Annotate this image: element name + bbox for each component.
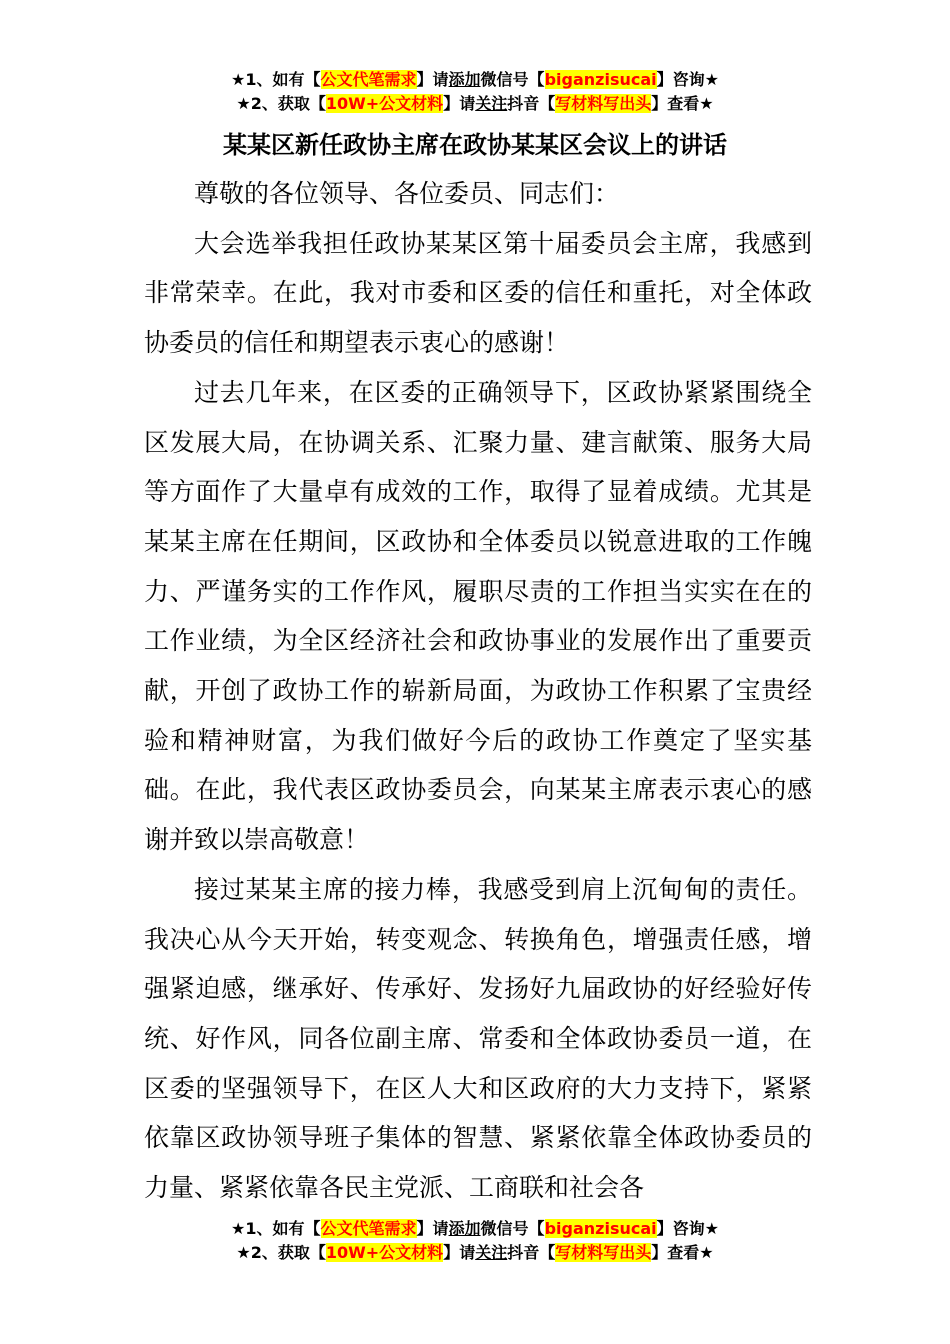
ad-underlined-text: 关注 [475, 94, 508, 113]
ad-highlight: 写材料写出头 [555, 1243, 652, 1262]
ad-text: 抖音【 [507, 94, 556, 113]
ad-text: 】请 [416, 70, 449, 89]
ad-text: 】查看★ [651, 94, 714, 113]
ad-text: 】请 [416, 1219, 449, 1238]
ad-highlight: biganzisucai [544, 70, 657, 89]
ad-text: 】请 [443, 1243, 476, 1262]
ad-text: 】请 [443, 94, 476, 113]
header-ad [0, 68, 950, 116]
ad-text: ★2、获取【 [236, 1243, 326, 1262]
ad-text: 抖音【 [507, 1243, 556, 1262]
ad-highlight: 写材料写出头 [555, 94, 652, 113]
ad-line-1 [0, 1217, 950, 1241]
body-paragraph: 大会选举我担任政协某某区第十届委员会主席，我感到非常荣幸。在此，我对市委和区委的信任和重托，对全体政协委员的信任和期望表示衷心的感谢！ [144, 228, 812, 358]
ad-underlined-text: 添加 [448, 1219, 481, 1238]
ad-text: ★1、如有【 [231, 1219, 321, 1238]
salutation-paragraph: 尊敬的各位领导、各位委员、同志们： [194, 179, 620, 208]
ad-text: 微信号【 [480, 70, 545, 89]
ad-text: 微信号【 [480, 1219, 545, 1238]
ad-line-1 [0, 68, 950, 92]
ad-highlight: 10W+公文材料 [325, 94, 444, 113]
ad-highlight: 公文代笔需求 [320, 70, 417, 89]
ad-underlined-text: 关注 [475, 1243, 508, 1262]
document-body [144, 169, 812, 1213]
ad-text: ★2、获取【 [236, 94, 326, 113]
footer-ad [0, 1217, 950, 1265]
ad-highlight: biganzisucai [544, 1219, 657, 1238]
document-title: 某某区新任政协主席在政协某某区会议上的讲话 [223, 131, 727, 159]
ad-line-2 [0, 92, 950, 116]
ad-line-2 [0, 1241, 950, 1265]
ad-text: 】咨询★ [656, 70, 719, 89]
ad-text: ★1、如有【 [231, 70, 321, 89]
ad-text: 】咨询★ [656, 1219, 719, 1238]
ad-text: 】查看★ [651, 1243, 714, 1262]
ad-underlined-text: 添加 [448, 70, 481, 89]
body-paragraph: 接过某某主席的接力棒，我感受到肩上沉甸甸的责任。我决心从今天开始，转变观念、转换角色，增强责任感，增强紧迫感，继承好、传承好、发扬好九届政协的好经验好传统、好作风，同各位副主席、常委和全体政协委员一道，在区委的坚强领导下，在区人大和区政府的大力支持下，紧紧依靠区政协领导班子集体的智慧、紧紧依靠全体政协委员的力量、紧紧依靠各民主党派、工商联和社会各 [144, 874, 812, 1203]
body-paragraph: 过去几年来，在区委的正确领导下，区政协紧紧围绕全区发展大局，在协调关系、汇聚力量、建言献策、服务大局等方面作了大量卓有成效的工作，取得了显着成绩。尤其是某某主席在任期间，区政协和全体委员以锐意进取的工作魄力、严谨务实的工作作风，履职尽责的工作担当实实在在的工作业绩，为全区经济社会和政协事业的发展作出了重要贡献，开创了政协工作的崭新局面，为政协工作积累了宝贵经验和精神财富，为我们做好今后的政协工作奠定了坚实基础。在此，我代表区政协委员会，向某某主席表示衷心的感谢并致以崇高敬意！ [144, 377, 812, 855]
ad-highlight: 公文代笔需求 [320, 1219, 417, 1238]
ad-highlight: 10W+公文材料 [325, 1243, 444, 1262]
